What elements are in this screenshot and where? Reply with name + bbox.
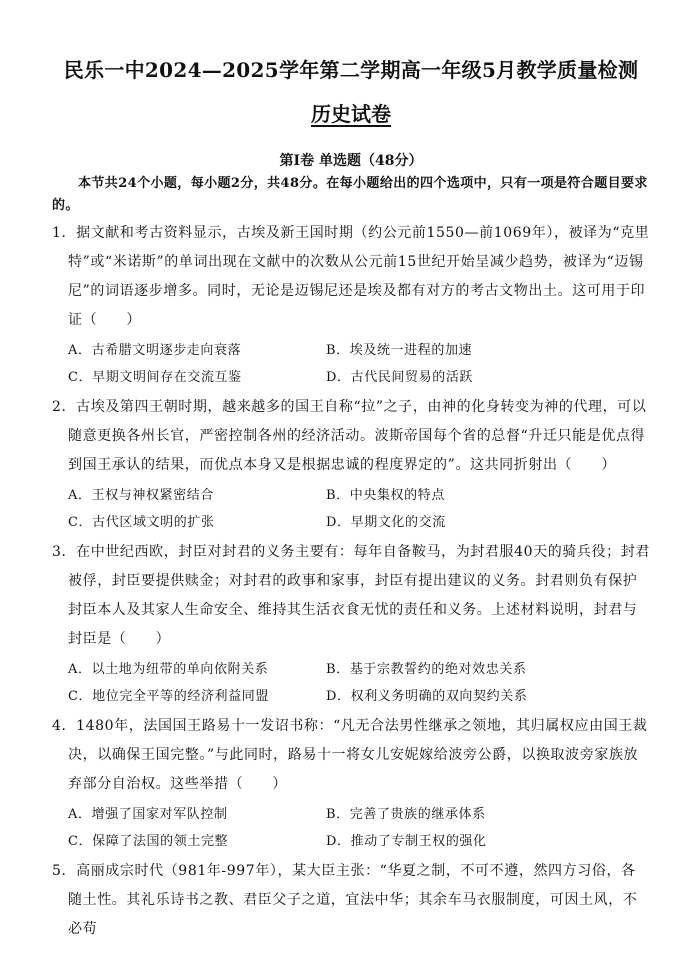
option-c: C．保障了法国的领土完整 — [68, 834, 229, 849]
option-d: D．推动了专制王权的强化 — [326, 834, 487, 849]
question-number: 3． — [52, 544, 77, 560]
option-b: B．完善了贵族的继承体系 — [326, 807, 486, 822]
question-text: 据文献和考古资料显示，古埃及新王国时期（约公元前1550—前1069年），被译为“克里特”或“米诺斯”的单词出现在文献中的次数从公元前15世纪开始呈减少趋势，被译为“迈锡尼”的词语逐步增多。同时，无论是迈锡尼还是埃及都有对方的考古文物出土。这可用于印证（ ） — [68, 225, 650, 328]
question-1 — [52, 219, 650, 391]
exam-title: 民乐一中2024—2025学年第二学期高一年级5月教学质量检测 — [63, 58, 639, 82]
question-3 — [52, 538, 650, 710]
option-d: D．古代民间贸易的活跃 — [326, 370, 474, 385]
option-list — [52, 801, 650, 855]
option-c: C．早期文明间存在交流互鉴 — [68, 370, 242, 385]
question-stem — [52, 712, 650, 799]
question-text: 古埃及第四王朝时期，越来越多的国王自称“拉”之子，由神的化身转变为神的代理，可以随意更换各州长官，严密控制各州的经济活动。波斯帝国每个省的总督“升迁只能是优点得到国王承认的结果，而优点本身又是根据忠诚的程度界定的”。这共同折射出（ ） — [68, 399, 647, 473]
question-5 — [52, 857, 650, 944]
option-a: A．以土地为纽带的单向依附关系 — [68, 662, 269, 677]
option-a: A．增强了国家对军队控制 — [68, 807, 228, 822]
option-a: A．古希腊文明逐步走向衰落 — [68, 343, 242, 358]
subject-title: 历史试卷 — [311, 102, 391, 126]
exam-subtitle — [52, 98, 650, 130]
option-b: B．埃及统一进程的加速 — [326, 343, 473, 358]
question-4 — [52, 712, 650, 855]
option-a: A．王权与神权紧密结合 — [68, 488, 214, 503]
question-text: 在中世纪西欧，封臣对封君的义务主要有：每年自备鞍马，为封君服40天的骑兵役；封君被俘，封臣要提供赎金；对封君的政事和家事，封臣有提出建议的义务。封君则负有保护封臣本人及其家人生命安全、维持其生活衣食无忧的责任和义务。上述材料说明，封君与封臣是（ ） — [68, 544, 650, 647]
option-list — [52, 656, 650, 710]
question-stem — [52, 393, 650, 480]
question-number: 4． — [52, 718, 77, 734]
question-number: 2． — [52, 399, 77, 415]
option-b: B．基于宗教誓约的绝对效忠关系 — [326, 662, 527, 677]
question-text: 高丽成宗时代（981年-997年），某大臣主张：“华夏之制，不可不遵，然四方习俗，各随土性。其礼乐诗书之教、君臣父子之道，宜法中华；其余车马衣服制度，可因土风，不必苟 — [68, 863, 638, 937]
question-number: 1． — [52, 225, 77, 241]
section-heading: 第Ⅰ卷 单选题（48分） — [279, 153, 423, 169]
question-stem — [52, 538, 650, 654]
option-d: D．早期文化的交流 — [326, 515, 446, 530]
option-c: C．古代区域文明的扩张 — [68, 515, 215, 530]
question-number: 5． — [52, 863, 77, 879]
option-c: C．地位完全平等的经济利益同盟 — [68, 689, 269, 704]
option-list — [52, 482, 650, 536]
question-2 — [52, 393, 650, 536]
section-instructions: 本节共24个小题，每小题2分，共48分。在每小题给出的四个选项中，只有一项是符合题目要求的。 — [52, 176, 648, 213]
question-stem — [52, 857, 650, 944]
question-text: 1480年，法国国王路易十一发诏书称：“凡无合法男性继承之领地，其归属权应由国王裁决，以确保王国完整。”与此同时，路易十一将女儿安妮嫁给波旁公爵，以换取波旁家族放弃部分自治权。这些举措（ ） — [68, 718, 648, 792]
option-list — [52, 337, 650, 391]
question-stem — [52, 219, 650, 335]
option-b: B．中央集权的特点 — [326, 488, 445, 503]
option-d: D．权利义务明确的双向契约关系 — [326, 689, 528, 704]
